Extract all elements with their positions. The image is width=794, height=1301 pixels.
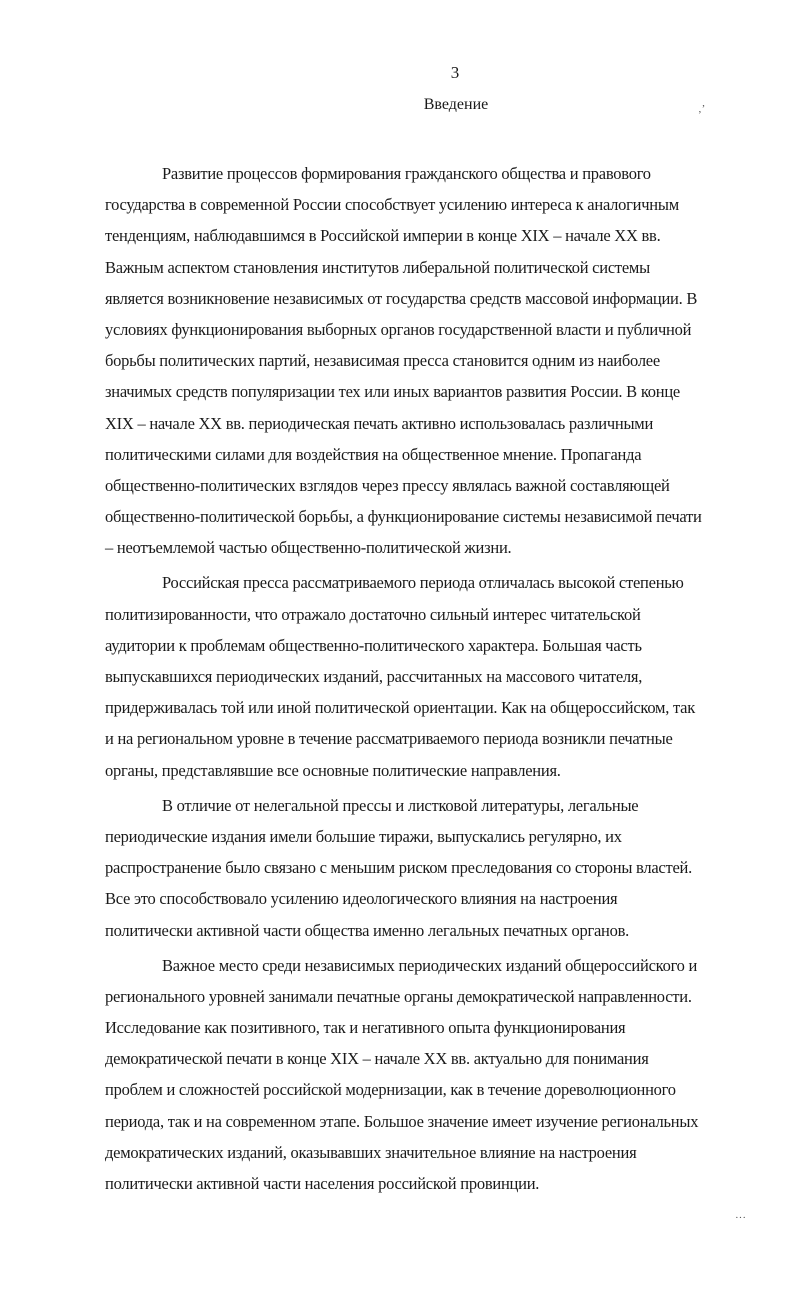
text-line: периодические издания имели большие тиражи, выпускались регулярно, их	[105, 826, 622, 846]
text-line: политизированности, что отражало достаточно сильный интерес читательской	[105, 604, 641, 624]
section-heading: Введение	[423, 96, 489, 113]
text-line: Исследование как позитивного, так и негативного опыта функционирования	[105, 1018, 626, 1038]
text-line: государства в современной России способствует усилению интереса к аналогичным	[105, 195, 679, 215]
text-line: и на региональном уровне в течение рассматриваемого периода возникли печатные	[105, 729, 673, 749]
text-line: – неотъемлемой частью общественно-политической жизни.	[105, 538, 512, 558]
page-number: 3	[450, 63, 460, 82]
paragraph	[105, 158, 794, 563]
text-line: Важное место среди независимых периодических изданий общероссийского и	[162, 955, 698, 975]
paragraph	[105, 567, 794, 785]
text-line: выпускавшихся периодических изданий, рассчитанных на массового читателя,	[105, 667, 643, 686]
text-line: распространение было связано с меньшим риском преследования со стороны властей.	[105, 858, 692, 878]
text-line: условиях функционирования выборных органов государственной власти и публичной	[105, 319, 692, 339]
text-line: XIX – начале XX вв. периодическая печать активно использовалась различными	[105, 413, 654, 433]
body-text	[105, 158, 794, 1203]
text-line: придерживалась той или иной политической ориентации. Как на общероссийском, так	[105, 698, 695, 718]
text-line: демократической печати в конце XIX – начале XX вв. актуально для понимания	[105, 1049, 649, 1069]
text-line: периода, так и на современном этапе. Большое значение имеет изучение региональных	[105, 1111, 699, 1131]
text-line: значимых средств популяризации тех или иных вариантов развития России. В конце	[105, 382, 680, 402]
text-line: является возникновение независимых от государства средств массовой информации. В	[105, 288, 698, 308]
text-line: аудитории к проблемам общественно-политического характера. Большая часть	[105, 635, 642, 655]
text-line: политически активной части общества именно легальных печатных органов.	[105, 920, 630, 940]
text-line: борьбы политических партий, независимая пресса становится одним из наиболее	[105, 351, 660, 371]
text-line: Важным аспектом становления институтов либеральной политической системы	[105, 257, 650, 277]
text-line: политически активной части населения российской провинции.	[105, 1174, 540, 1193]
text-line: регионального уровней занимали печатные органы демократической направленности.	[105, 986, 692, 1006]
text-line: проблем и сложностей российской модернизации, как в течение дореволюционного	[105, 1080, 676, 1100]
text-line: тенденциям, наблюдавшимся в Российской империи в конце XIX – начале XX вв.	[105, 226, 661, 246]
text-line: демократических изданий, оказывавших значительное влияние на настроения	[105, 1142, 637, 1162]
text-line: Российская пресса рассматриваемого периода отличалась высокой степенью	[162, 573, 684, 593]
text-line: общественно-политической борьбы, а функционирование системы независимой печати	[105, 507, 702, 527]
scan-speck-mark: ···	[735, 1212, 746, 1224]
text-line: Развитие процессов формирования гражданского общества и правового	[162, 164, 651, 183]
text-line: В отличие от нелегальной прессы и листковой литературы, легальные	[162, 795, 639, 815]
text-line: органы, представлявшие все основные политические направления.	[105, 760, 561, 780]
paragraph	[105, 950, 794, 1200]
scan-speck-mark: ‚’	[698, 103, 706, 115]
paragraph	[105, 790, 794, 946]
text-line: Все это способствовало усилению идеологического влияния на настроения	[105, 889, 618, 909]
text-line: общественно-политических взглядов через прессу являлась важной составляющей	[105, 475, 670, 495]
text-line: политическими силами для воздействия на общественное мнение. Пропаганда	[105, 444, 642, 464]
